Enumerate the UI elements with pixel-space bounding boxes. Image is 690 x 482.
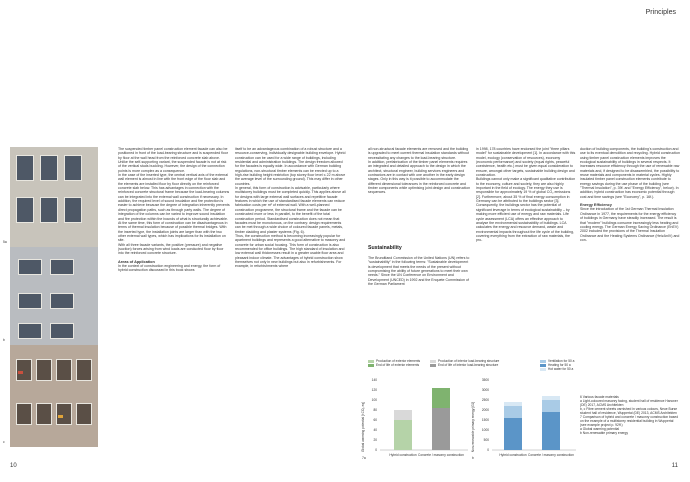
legend-item: Production of interior load-bearing structure bbox=[430, 359, 540, 363]
window bbox=[50, 259, 74, 275]
y-tick-label: 3500 bbox=[481, 378, 489, 382]
caption-line: b Non-renewable primary energy bbox=[580, 431, 629, 435]
bar-hybrid-heating bbox=[504, 418, 522, 450]
text-column-1 bbox=[118, 147, 230, 273]
facade-photo bbox=[10, 147, 98, 447]
section-header: Principles bbox=[645, 9, 676, 16]
legend-item: End of life of exterior elements bbox=[368, 363, 478, 367]
colour-panel bbox=[18, 371, 23, 374]
photo-label: b bbox=[3, 338, 5, 342]
y-ticks bbox=[482, 378, 489, 452]
paragraph: The Brundtland Commission of the United Nations (UN) refers to "sustainability" in the following terms: "Sustainable development is development that meets the needs of the present without compromising the ability of future generations to meet their own needs." Since the UN Conference on Environment and Development (UNCED) in 1992 and the Enquete Commission of the German Parliament bbox=[368, 256, 470, 287]
caption-line: a Light-coloured masonry facing, student hall of residence Hanover (DE) 2017, ACMS Architekten bbox=[580, 399, 678, 407]
window bbox=[56, 403, 72, 425]
chart-primary-energy bbox=[470, 372, 580, 462]
text-column-2 bbox=[235, 147, 347, 269]
window bbox=[36, 359, 52, 381]
paragraph: itself to be an advantageous combination of a robust structure and a resource-conserving, individually designable building envelope. Hybrid construction can be used for a wide range of buildings, including residential and administration buildings. The design freedom allowed for the facades is equally wide. In accordance with German building regulations, non-structural timber elements can be erected up to a high-rise building height restriction (top storey floor level ≤ 22 m above the average level of the surrounding ground). This may differ in other countries. bbox=[235, 147, 346, 186]
legend-left-2 bbox=[430, 359, 540, 367]
bar-hybrid-ventilation bbox=[504, 406, 522, 418]
legend-item: End of life of interior load-bearing structure bbox=[430, 363, 540, 367]
paragraph: Since the introduction of the 1st German Thermal Insulation Ordinance in 1977, the requirements for the energy efficiency of buildings in Germany have steadily increased. The result is that "modern" buildings consume increasingly less heating and cooling energy. The German Energy Saving Ordinance (EnEV) 2002 included the provisions of the Thermal Insulation Ordinance and the Heating Systems Ordinance (HeizAnIV) and con- bbox=[580, 207, 680, 242]
window bbox=[50, 323, 74, 339]
caption-line: b, c Fibre cement sheets varnished in various colours, Neue Burse student hall of residence, Wuppertal (DE) 2013, ACMS Architekten bbox=[580, 407, 678, 415]
photo-label: c bbox=[3, 440, 5, 444]
window bbox=[18, 293, 42, 309]
y-tick-label: 0 bbox=[487, 448, 489, 452]
window bbox=[50, 293, 74, 309]
paragraph: Buildings cannot only make a significant qualitative contribution to the economy, culture and society, they are also highly important in the field of ecology. The energy they use is responsible for approximately 19 % of global CO₂ emissions [2]. Furthermore, about 35 % of final energy consumption in Germany can be attributed to the buildings sector [3]. Consequently, the buildings sector has the potential of significant leverage in terms of ecological sustainability – by making more efficient use of energy and raw materials. Life cycle assessment (LCA) offers an effective approach to analyse the environmental sustainability of buildings. LCA calculates the energy and resource demand, waste and environmental impacts throughout the life cycle of the building, covering everything from the extraction of raw materials, the pro- bbox=[476, 177, 576, 243]
paragraph: Thus, the construction method is becoming increasingly popular for apartment buildings and represents a good alternative to masonry and concrete for urban social housing. This form of construction is also recommended for office buildings. The high standard of insulation and low external wall thicknesses result in a greater usable floor area and pleasant indoor climate. The advantages of hybrid construction show themselves not only in new buildings but also in refurbishments. For example, in refurbishments where bbox=[235, 233, 346, 269]
legend-right bbox=[540, 359, 600, 372]
paragraph: In the context of construction engineering and energy, the form of hybrid construction discussed in this book shows bbox=[118, 263, 221, 273]
window bbox=[16, 403, 32, 425]
caption-line: 6 Various facade materials bbox=[580, 395, 619, 399]
y-tick-label: 120 bbox=[371, 388, 377, 392]
y-tick-label: 1000 bbox=[481, 428, 489, 432]
bar-concrete-interior bbox=[432, 408, 450, 450]
y-ticks bbox=[372, 378, 378, 452]
window bbox=[16, 359, 32, 381]
y-axis-label: Non-renewable primary energy [GJ] bbox=[471, 401, 475, 453]
window bbox=[18, 323, 42, 339]
window bbox=[36, 403, 52, 425]
x-tick-label: Hybrid construction bbox=[499, 453, 527, 457]
window bbox=[56, 359, 72, 381]
bar-hybrid-interior bbox=[394, 410, 412, 420]
text-column-5 bbox=[580, 147, 680, 242]
y-tick-label: 0 bbox=[375, 448, 377, 452]
legend-item: Heating for 50 a bbox=[540, 363, 600, 367]
heading-sustainability: Sustainability bbox=[368, 245, 402, 251]
figure-caption bbox=[580, 395, 680, 435]
window bbox=[76, 403, 92, 425]
bar-concrete-hotwater bbox=[542, 396, 560, 400]
window bbox=[76, 359, 92, 381]
y-tick-label: 140 bbox=[371, 378, 377, 382]
y-tick-label: 3000 bbox=[481, 388, 489, 392]
y-tick-label: 20 bbox=[373, 438, 377, 442]
subheading-energy-efficiency: Energy Efficiency bbox=[580, 203, 612, 208]
legend-item: Hot water for 50 a bbox=[540, 367, 600, 371]
chart-global-warming bbox=[360, 372, 472, 462]
paragraph: In addition, prefabrication of the timber panel elements requires an integrated and detailed approach to the design in which the architect, structural engineer, building services engineers and contractors are in contact with one another in the early design stages. Only in this way is it possible to accommodate the different dimensional tolerances in the reinforced concrete and timber components while optimising joint design and construction sequences. bbox=[368, 160, 471, 195]
page-number-left: 10 bbox=[10, 463, 17, 469]
paragraph: With all three facade variants, the positive (pressure) and negative (suction) forces arising from wind loads are conducted floor by floor into the reinforced concrete structure. bbox=[118, 242, 224, 256]
window bbox=[40, 155, 58, 181]
x-tick-label: Concrete / masonry construction bbox=[528, 453, 574, 457]
legend-item: Ventilation for 50 a bbox=[540, 359, 600, 363]
y-tick-label: 60 bbox=[373, 418, 377, 422]
paragraph: duction of building components, the building's construction and use to its eventual demolition and recycling. Hybrid construction using timber panel construction elements improves the ecological sustainability of buildings in several respects. It increases resource efficiency through the use of renewable raw materials and, if designed to be disassembled, the possibility to reuse materials and components in material cycles. Highly insulated timber panel construction elements contribute to energy savings during the use phase of the building (see "Thermal Insulation", p. 39f. and "Energy Efficiency", below). In addition, hybrid construction has economic potential through cost and time savings (see "Economy", p. 16f.). bbox=[580, 147, 680, 199]
caption-line: a Global warming potential bbox=[580, 427, 620, 431]
window bbox=[40, 197, 58, 223]
bar-hybrid-exterior bbox=[394, 420, 412, 450]
bar-concrete-exterior bbox=[432, 388, 450, 408]
window bbox=[64, 155, 82, 181]
y-tick-label: 2000 bbox=[481, 408, 489, 412]
paragraph: all non-structural facade elements are removed and the building is upgraded to meet current thermal insulation standards without necessitating any changes to the load-bearing structure. bbox=[368, 147, 469, 160]
subheading-areas-of-application: Areas of Application bbox=[118, 259, 155, 264]
y-tick-label: 80 bbox=[373, 408, 377, 412]
caption-line: 7 Comparison of hybrid and concrete / masonry construction based on the example of a multistorey residential building in Wuppertal (see example project p. 92ff.) bbox=[580, 415, 679, 427]
paragraph: The suspended timber panel construction element facade can also be positioned in front of the load-bearing structure and is suspended floor by floor at the wall head from the reinforced concrete slab above. Unlike the self-supporting variant, the suspended facade is not at risk of the vertical studs buckling. However, the design of the connection points is more complex as a consequence. bbox=[118, 147, 229, 173]
bar-concrete-ventilation bbox=[542, 400, 560, 412]
paragraph: In general, this form of construction is advisable, particularly where multistorey buildings must be completed quickly. This applies above all for designs with large external wall surfaces and repetitive facade features in which the use of standardised facade elements can reduce fabrication costs per m² of external wall. With a well-planned construction programme, the structural frame and the facade can be constructed more or less in parallel, to the benefit of the total construction period. Standardised construction does not mean that facades must be monotonous, on the contrary: design requirements can be met through a wide choice of coloured facade panels, metals, timber cladding and plaster systems (Fig. 6). bbox=[235, 186, 346, 234]
text-column-3b bbox=[368, 256, 471, 286]
chart-label: b bbox=[472, 456, 474, 460]
text-column-3a bbox=[368, 147, 471, 195]
chart-label: 7a bbox=[362, 456, 366, 460]
window bbox=[64, 197, 82, 223]
x-tick-label: Concrete / masonry construction bbox=[418, 453, 464, 457]
paragraph: in 1998, 178 countries have endorsed the joint "three pillars model" for sustainable development [1]. In accordance with this model, ecology (conservation of resources), economy (economic performance) and society (equal rights, peaceful coexistence, health etc.) must be given equal consideration to ensure, amongst other targets, sustainable building design and construction. bbox=[476, 147, 576, 178]
page-number-right: 11 bbox=[671, 463, 678, 469]
photo-label: 5a bbox=[3, 240, 7, 244]
paragraph: In the case of the inserted type, the central vertical axis of the external wall element is almost in line with the front edge of the floor slab and the elements are installed floor by floor directly on the reinforced concrete slab below. This has advantages in connection with the reinforced concrete structural frame because the load-bearing columns can be integrated into the external wall construction if necessary. In addition, the required level of sound insulation and fire protection is easier to achieve because the degree of integration inherently prevents direct propagation paths, such as through party walls. The degree of integration of the columns can be varied to improve sound insulation and fire protection within the bounds of what is structurally achievable. At the same time, this form of construction can be disadvantageous in terms of thermal insulation because of possible thermal bridges. With the inserted type, the installation joints are larger than with the two other external wall types, which has implications for its installation on site. bbox=[118, 173, 230, 243]
legend-item: Production of exterior elements bbox=[368, 359, 478, 363]
y-tick-label: 100 bbox=[371, 398, 377, 402]
y-axis-label: Global warming potential [t CO₂ eq] bbox=[361, 402, 365, 452]
x-tick-label: Hybrid construction bbox=[389, 453, 417, 457]
window bbox=[16, 197, 34, 223]
colour-panel bbox=[58, 415, 63, 418]
bar-hybrid-hotwater bbox=[504, 402, 522, 406]
y-tick-label: 1500 bbox=[481, 418, 489, 422]
window bbox=[16, 155, 34, 181]
y-tick-label: 40 bbox=[373, 428, 377, 432]
text-column-4 bbox=[476, 147, 576, 243]
window bbox=[18, 259, 42, 275]
y-tick-label: 500 bbox=[483, 438, 489, 442]
bar-concrete-heating bbox=[542, 412, 560, 450]
y-tick-label: 2500 bbox=[481, 398, 489, 402]
